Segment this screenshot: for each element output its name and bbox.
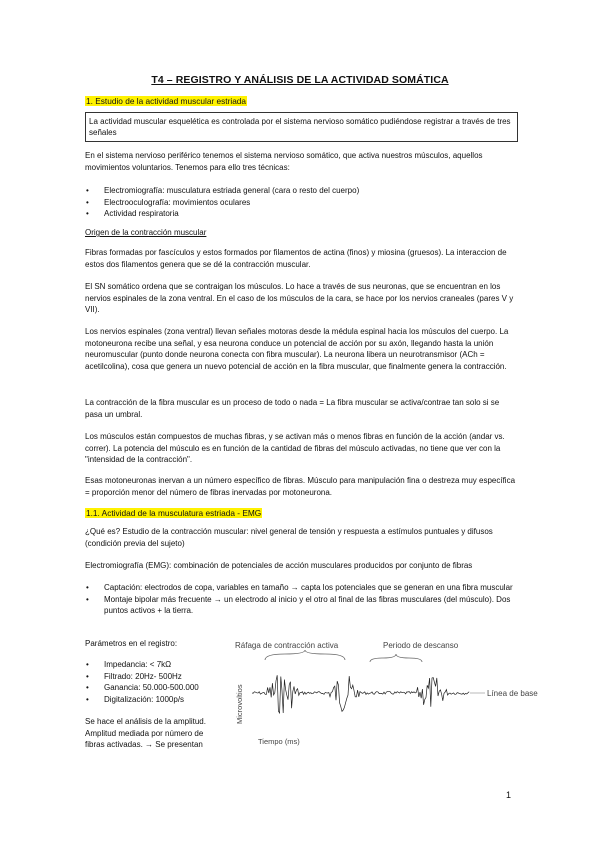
paragraph-sn-somatico: El SN somático ordena que se contraigan los músculos. Lo hace a través de sus neuronas, que se encuentran en los nervios espinales de la zona ventral. En el caso de los músculos de la cara, se hace por los nervios craneales (pares V y VII). [85,282,514,315]
params-list [85,659,235,705]
list-item: • Captación: electrodos de copa, variables en tamaño → capta los potenciales que se generan en una fibra muscular [85,582,517,594]
burst-brace [265,650,345,660]
page-number: 1 [506,790,512,800]
list-item: • Ganancia: 50.000-500.000 [85,682,235,694]
burst-label: Ráfaga de contracción activa [235,641,339,650]
paragraph-emg: Electromiografía (EMG): combinación de potenciales de acción musculares producidos por conjunto de fibras [85,561,473,570]
rest-brace [370,654,422,662]
x-axis-label: Tiempo (ms) [258,737,300,746]
emg-list [85,582,517,617]
list-item: • Filtrado: 20Hz- 500Hz [85,671,235,683]
page-title: T4 – REGISTRO Y ANÁLISIS DE LA ACTIVIDAD SOMÁTICA [151,74,449,86]
list-item: • Actividad respiratoria [85,208,517,220]
list-item: • Montaje bipolar más frecuente → un electrodo al inicio y el otro al final de las fibras musculares (del músculo). Dos puntos activos + la tierra. [85,594,517,617]
emg-trace [252,675,469,713]
paragraph-fibras: Fibras formadas por fascículos y estos formados por filamentos de actina (finos) y miosina (gruesos). La interaccion de estos dos filamentos genera que se dé la contracción muscular. [85,248,507,269]
y-axis-label: Microvoltios [235,684,244,724]
baseline-label: Línea de base [487,689,538,698]
origin-heading: Origen de la contracción muscular [85,228,207,237]
boxed-summary: La actividad muscular esquelética es controlada por el sistema nervioso somático pudiéndose registrar a través de tres señales [85,112,518,142]
techniques-list [85,185,517,220]
paragraph-amplitud: Se hace el análisis de la amplitud. Amplitud mediada por número de fibras activadas. → Se presentan [85,717,206,750]
list-item: • Electromiografía: musculatura estriada general (cara o resto del cuerpo) [85,185,517,197]
rest-label: Periodo de descanso [383,641,459,650]
paragraph-motoneuronas: Esas motoneuronas inervan a un número específico de fibras. Músculo para manipulación fina o destreza muy específica = proporción menor del número de fibras inervadas por motoneurona. [85,476,516,497]
paragraph-que-es: ¿Qué es? Estudio de la contracción muscular: nivel general de tensión y respuesta a estímulos puntuales y difusos (condición previa del sujeto) [85,527,493,548]
paragraph-musculos: Los músculos están compuestos de muchas fibras, y se activan más o menos fibras en función de la acción (andar vs. correr). La potencia del músculo es en función de la cantidad de fibras del músculo activadas, no tiene que ver con la "intensidad de la contracción". [85,432,505,465]
emg-figure [230,636,538,746]
intro-paragraph: En el sistema nervioso periférico tenemos el sistema nervioso somático, que activa nuestros músculos, aquellos movimientos voluntarios. Tenemos para ello tres técnicas: [85,151,483,172]
list-item: • Impedancia: < 7kΩ [85,659,235,671]
section-heading-1-1: 1.1. Actividad de la musculatura estriada - EMG [86,508,262,518]
paragraph-todo-nada: La contracción de la fibra muscular es un proceso de todo o nada = La fibra muscular se activa/contrae tan solo si se pasa un umbral. [85,398,500,419]
list-item: • Digitalización: 1000p/s [85,694,235,706]
paragraph-nervios: Los nervios espinales (zona ventral) llevan señales motoras desde la médula espinal hacia los músculos del cuerpo. La motoneurona recibe una señal, y esa neurona conduce un potencial de acción por su axón, llegando hasta la unión neuromuscular (punto donde neurona conecta con fibra muscular). La neurona libera un neurotransmisor (ACh = acetilcolina), cosa que genera un nuevo potencial de acción en la fibra muscular, que finalmente genera la contracción. [85,327,509,371]
list-item: • Electrooculografía: movimientos oculares [85,197,517,209]
params-heading: Parámetros en el registro: [85,639,178,648]
section-heading-1: 1. Estudio de la actividad muscular estriada [86,96,247,106]
